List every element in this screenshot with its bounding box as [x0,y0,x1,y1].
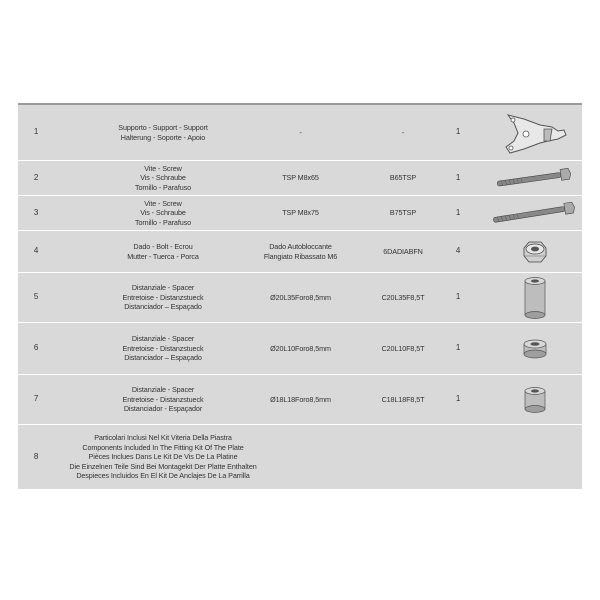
kit-note: Particolari Inclusi Nel Kit Viteria Della Piastra Components Included In The Fitting Kit Of The Plate Pièces Inclues Dans Le Kit De Vis De La Platine Die Einzelnen Teile Sind Bei Montagekit Der Platte Enthalten Despieces Incluidos En El Kit De Anclajes De La Parrilla [69,433,257,481]
item-description: Distanziale - Spacer Entretoise - Distanzstueck Distanciador – Espaçado [122,283,204,312]
item-quantity: 4 [455,246,461,256]
table-row [18,161,582,196]
table-row [18,196,582,231]
lock-nut-icon [488,231,582,272]
item-code: B65TSP [389,173,417,183]
item-description: Distanziale - Spacer Entretoise - Distanzstueck Distanciador – Espaçado [122,334,204,363]
item-quantity: 1 [455,127,461,137]
item-description: Vite - Screw Vis - Schraube Tornillo - Parafuso [134,163,192,192]
item-number: 2 [33,172,39,182]
item-quantity: 1 [455,172,461,182]
parts-table [18,103,582,481]
bracket-icon [488,105,582,160]
item-number: 8 [33,451,39,461]
item-code: - [401,127,405,137]
item-code: C20L35F8,5T [381,292,425,302]
item-spec: Ø20L35Foro8,5mm [270,292,331,302]
table-row [18,375,582,425]
item-number: 1 [33,127,39,137]
item-spec: - [299,127,302,137]
item-quantity: 1 [455,207,461,217]
item-quantity: 1 [455,343,461,353]
item-spec: TSP M8x65 [282,173,319,183]
item-number: 6 [33,343,39,353]
item-description: Supporto - Support - Support Halterung - Soporte - Apoio [118,123,208,142]
item-code: C18L18F8,5T [381,394,425,404]
item-number: 7 [33,394,39,404]
short-spacer-icon [488,323,582,374]
item-number: 3 [33,207,39,217]
table-row [18,273,582,323]
item-description: Vite - Screw Vis - Schraube Tornillo - Parafuso [134,198,192,227]
item-code: 6DADIABFN [383,246,423,256]
item-code: C20L10F8,5T [381,343,425,353]
item-code: B75TSP [389,208,417,218]
item-description: Distanziale - Spacer Entretoise - Distanzstueck Distanciador - Espaçador [122,385,204,414]
item-spec: TSP M8x75 [282,208,319,218]
item-spec: Ø20L10Foro8,5mm [270,343,331,353]
tall-spacer-icon [488,273,582,322]
item-number: 4 [33,246,39,256]
item-number: 5 [33,292,39,302]
table-row [18,231,582,273]
long-screw-icon [488,161,582,195]
item-quantity: 1 [455,394,461,404]
table-row [18,105,582,161]
item-spec: Ø18L18Foro8,5mm [270,394,331,404]
table-row [18,323,582,375]
item-spec: Dado Autobloccante Flangiato Ribassato M6 [263,242,338,261]
longer-screw-icon [488,196,582,230]
medium-spacer-icon [488,375,582,424]
item-description: Dado - Bolt - Ecrou Mutter - Tuerca - Porca [127,242,199,261]
item-quantity: 1 [455,292,461,302]
table-row [18,425,582,490]
